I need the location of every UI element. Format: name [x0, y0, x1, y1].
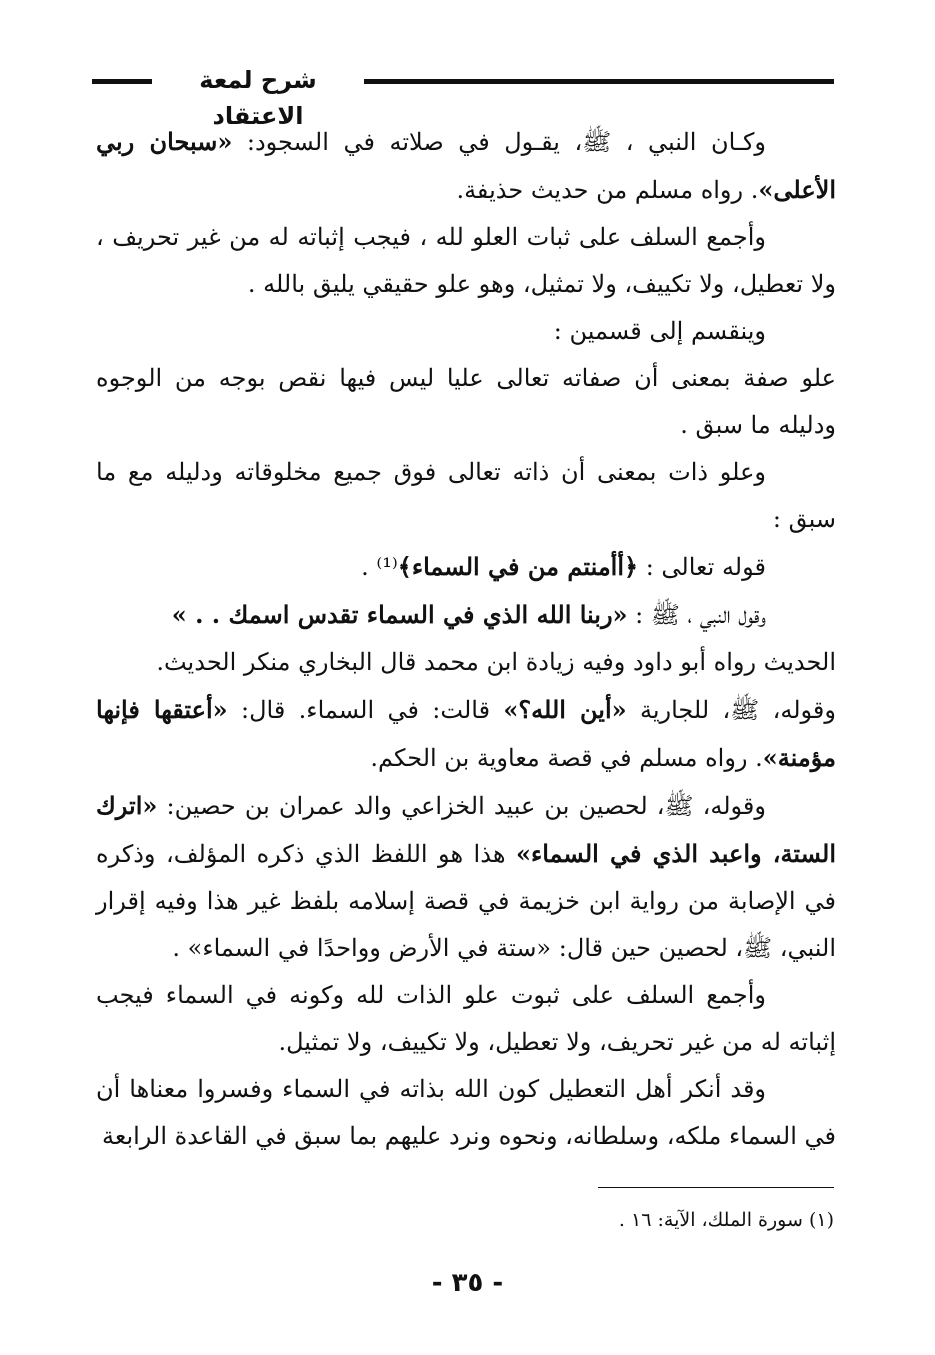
- paragraph-text: وكـان النبي ، ﷺ، يقـول في صلاته في السجود:: [232, 128, 766, 156]
- paragraph: [96, 782, 836, 972]
- paragraph-text: وعلو ذات بمعنى أن ذاته تعالى فوق جميع مخلوقاته ودليله مع ما سبق :: [96, 458, 836, 533]
- header-rule-right: [364, 79, 834, 84]
- paragraph: [96, 355, 836, 449]
- page-number: - ٣٥ -: [431, 1268, 504, 1298]
- paragraph-text: الحديث رواه أبو داود وفيه زيادة ابن محمد قال البخاري منكر الحديث.: [156, 648, 836, 676]
- quote-text: «سبحان ربي الأعلى»: [96, 127, 836, 204]
- paragraph: [96, 1066, 836, 1160]
- body-text: [96, 118, 836, 1160]
- paragraph: [96, 308, 836, 355]
- paragraph: [96, 639, 836, 686]
- paragraph-text: وقول النبي ، ﷺ :: [627, 601, 766, 629]
- paragraph-text: وينقسم إلى قسمين :: [553, 317, 766, 345]
- paragraph-text: وأجمع السلف على ثبات العلو لله ، فيجب إثباته له من غير تحريف ، ولا تعطيل، ولا تكييف، ولا تمثيل، وهو علو حقيقي يليق بالله .: [96, 223, 836, 298]
- paragraph: [96, 449, 836, 543]
- header-title: شرح لمعة الاعتقاد: [199, 66, 317, 130]
- paragraph: [96, 118, 836, 214]
- paragraph-text: . رواه مسلم في قصة معاوية بن الحكم.: [370, 744, 763, 772]
- footnote: (١) سورة الملك، الآية: ١٦ .: [618, 1209, 834, 1231]
- paragraph-text: هذا هو اللفظ الذي ذكره المؤلف، وذكره في الإصابة من رواية ابن خزيمة في قصة إسلامه بلفظ غير هذا وفيه إقرار النبي، ﷺ، لحصين حين قال: «ستة في الأرض وواحدًا في السماء» .: [96, 840, 836, 962]
- paragraph-text: قالت: في السماء. قال:: [227, 696, 504, 724]
- paragraph: [96, 214, 836, 308]
- quote-text: ﴿أأمنتم من في السماء﴾: [397, 552, 639, 581]
- paragraph-text: . رواه مسلم من حديث حذيفة.: [456, 176, 759, 204]
- paragraph: [96, 972, 836, 1066]
- paragraph: [96, 543, 836, 591]
- paragraph: [96, 591, 836, 639]
- quote-text: «اترك الستة، واعبد الذي في السماء»: [96, 791, 836, 868]
- quote-text: «أعتقها فإنها مؤمنة»: [96, 695, 836, 772]
- header-rule-left: [92, 79, 152, 84]
- paragraph-text: ⁽¹⁾ .: [361, 553, 398, 581]
- paragraph-text: قوله تعالى :: [638, 553, 766, 581]
- paragraph-text: وقوله، ﷺ، للجارية: [626, 696, 836, 724]
- paragraph-text: علو صفة بمعنى أن صفاته تعالى عليا ليس فيها نقص بوجه من الوجوه ودليله ما سبق .: [96, 364, 836, 439]
- paragraph: [96, 686, 836, 782]
- running-header: [92, 62, 834, 130]
- paragraph-text: وقوله، ﷺ، لحصين بن عبيد الخزاعي والد عمران بن حصين:: [157, 792, 766, 820]
- quote-text: «ربنا الله الذي في السماء تقدس اسمك . . »: [171, 600, 628, 629]
- footnote-rule: [598, 1187, 834, 1188]
- paragraph-text: وأجمع السلف على ثبوت علو الذات لله وكونه في السماء فيجب إثباته له من غير تحريف، ولا تعطيل، ولا تكييف، ولا تمثيل.: [96, 981, 836, 1056]
- paragraph-text: وقد أنكر أهل التعطيل كون الله بذاته في السماء وفسروا معناها أن في السماء ملكه، وسلطانه، ونحوه ونرد عليهم بما سبق في القاعدة الرابعة: [96, 1075, 836, 1150]
- quote-text: «أين الله؟»: [503, 695, 627, 724]
